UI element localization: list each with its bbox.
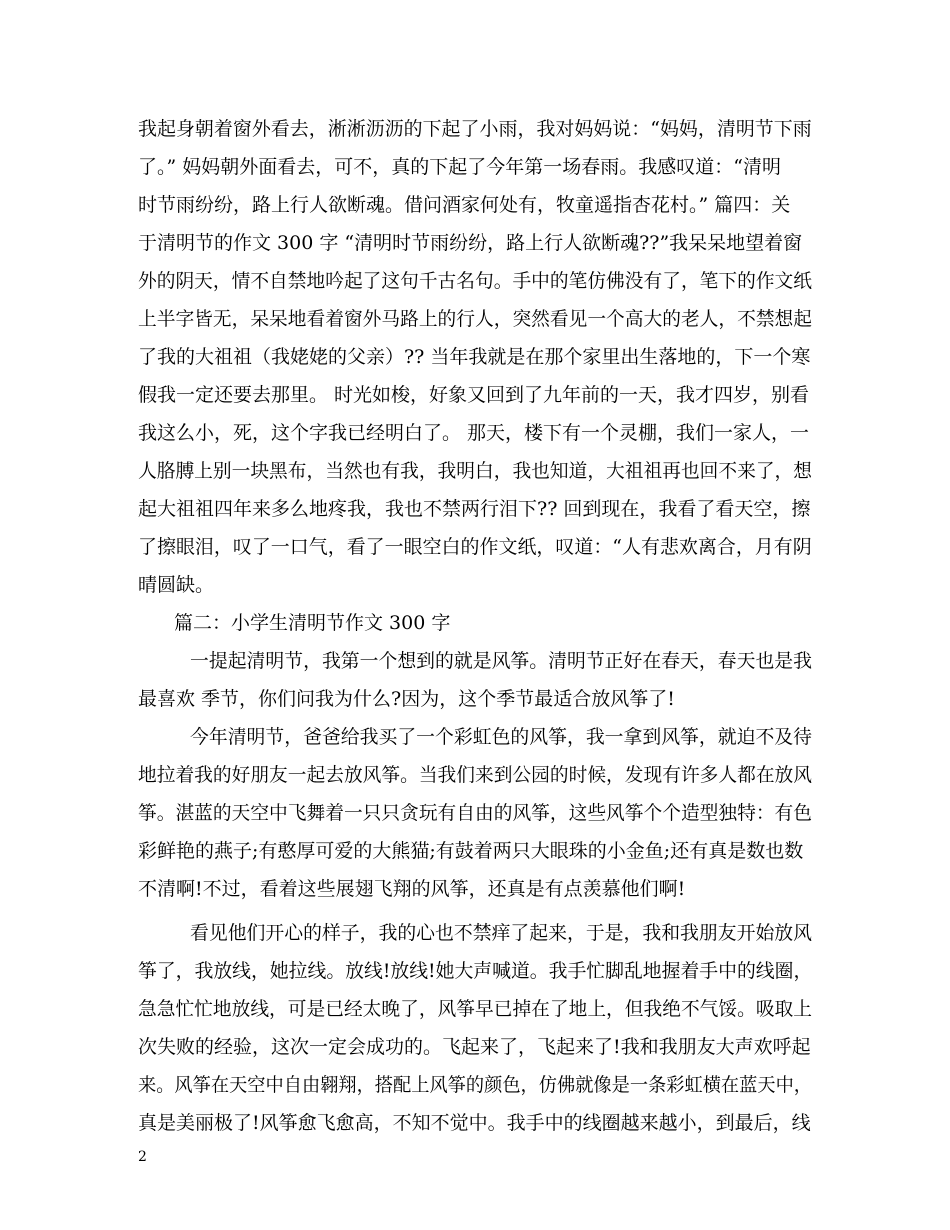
text-line: 外的阴天，情不自禁地吟起了这句千古名句。手中的笔仿佛没有了，笔下的作文纸 [138,270,813,292]
text-line: 起大祖祖四年来多么地疼我，我也不禁两行泪下?? 回到现在，我看了看天空，擦 [138,498,811,520]
text-line: 真是美丽极了!风筝愈飞愈高，不知不觉中。我手中的线圈越来越小，到最后，线 [138,1112,811,1134]
text-line: 了。” 妈妈朝外面看去，可不，真的下起了今年第一场春雨。我感叹道：“清明 [138,156,781,178]
text-line: 急急忙忙地放线，可是已经太晚了，风筝早已掉在了地上，但我绝不气馁。吸取上 [138,998,813,1020]
text-line: 我这么小，死，这个字我已经明白了。 那天，楼下有一个灵棚，我们一家人，一 [138,422,810,444]
text-line: 今年清明节，爸爸给我买了一个彩虹色的风筝，我一拿到风筝，就迫不及待 [190,726,813,748]
text-line: 筝了，我放线，她拉线。放线!放线!她大声喊道。我手忙脚乱地握着手中的线圈， [138,960,813,982]
text-line: 了擦眼泪，叹了一口气，看了一眼空白的作文纸，叹道：“人有悲欢离合，月有阴 [138,536,812,558]
text-line: 最喜欢 季节，你们问我为什么?因为，这个季节最适合放风筝了! [138,688,675,710]
page-number: 2 [138,1149,147,1165]
text-line: 次失败的经验，这次一定会成功的。飞起来了，飞起来了!我和我朋友大声欢呼起 [138,1036,811,1058]
text-line: 筝。湛蓝的天空中飞舞着一只只贪玩有自由的风筝，这些风筝个个造型独特：有色 [138,802,813,824]
text-line: 假我一定还要去那里。 时光如梭，好象又回到了九年前的一天，我才四岁，别看 [138,384,810,406]
text-line: 了我的大祖祖（我姥姥的父亲）?? 当年我就是在那个家里出生落地的，下一个寒 [138,346,811,368]
section-heading: 篇二：小学生清明节作文 300 字 [174,612,451,634]
text-line: 人胳膊上别一块黑布，当然也有我，我明白，我也知道，大祖祖再也回不来了，想 [138,460,813,482]
text-line: 不清啊!不过，看着这些展翅飞翔的风筝，还真是有点羡慕他们啊! [138,878,686,900]
text-line: 看见他们开心的样子，我的心也不禁痒了起来，于是，我和我朋友开始放风 [190,922,813,944]
text-line: 上半字皆无，呆呆地看着窗外马路上的行人，突然看见一个高大的老人，不禁想起 [138,308,813,330]
text-line: 我起身朝着窗外看去，淅淅沥沥的下起了小雨，我对妈妈说：“妈妈，清明节下雨 [138,118,812,140]
text-line: 来。风筝在天空中自由翱翔，搭配上风筝的颜色，仿佛就像是一条彩虹横在蓝天中， [138,1074,813,1096]
text-line: 晴圆缺。 [138,574,215,596]
text-line: 时节雨纷纷，路上行人欲断魂。借问酒家何处有，牧童遥指杏花村。” 篇四：关 [138,194,791,216]
text-line: 彩鲜艳的燕子;有憨厚可爱的大熊猫;有鼓着两只大眼珠的小金鱼;还有真是数也数 [138,840,804,862]
text-line: 一提起清明节，我第一个想到的就是风筝。清明节正好在春天，春天也是我 [190,650,813,672]
text-line: 地拉着我的好朋友一起去放风筝。当我们来到公园的时候，发现有许多人都在放风 [138,764,813,786]
text-line: 于清明节的作文 300 字 “清明时节雨纷纷，路上行人欲断魂??”我呆呆地望着窗 [138,232,803,254]
